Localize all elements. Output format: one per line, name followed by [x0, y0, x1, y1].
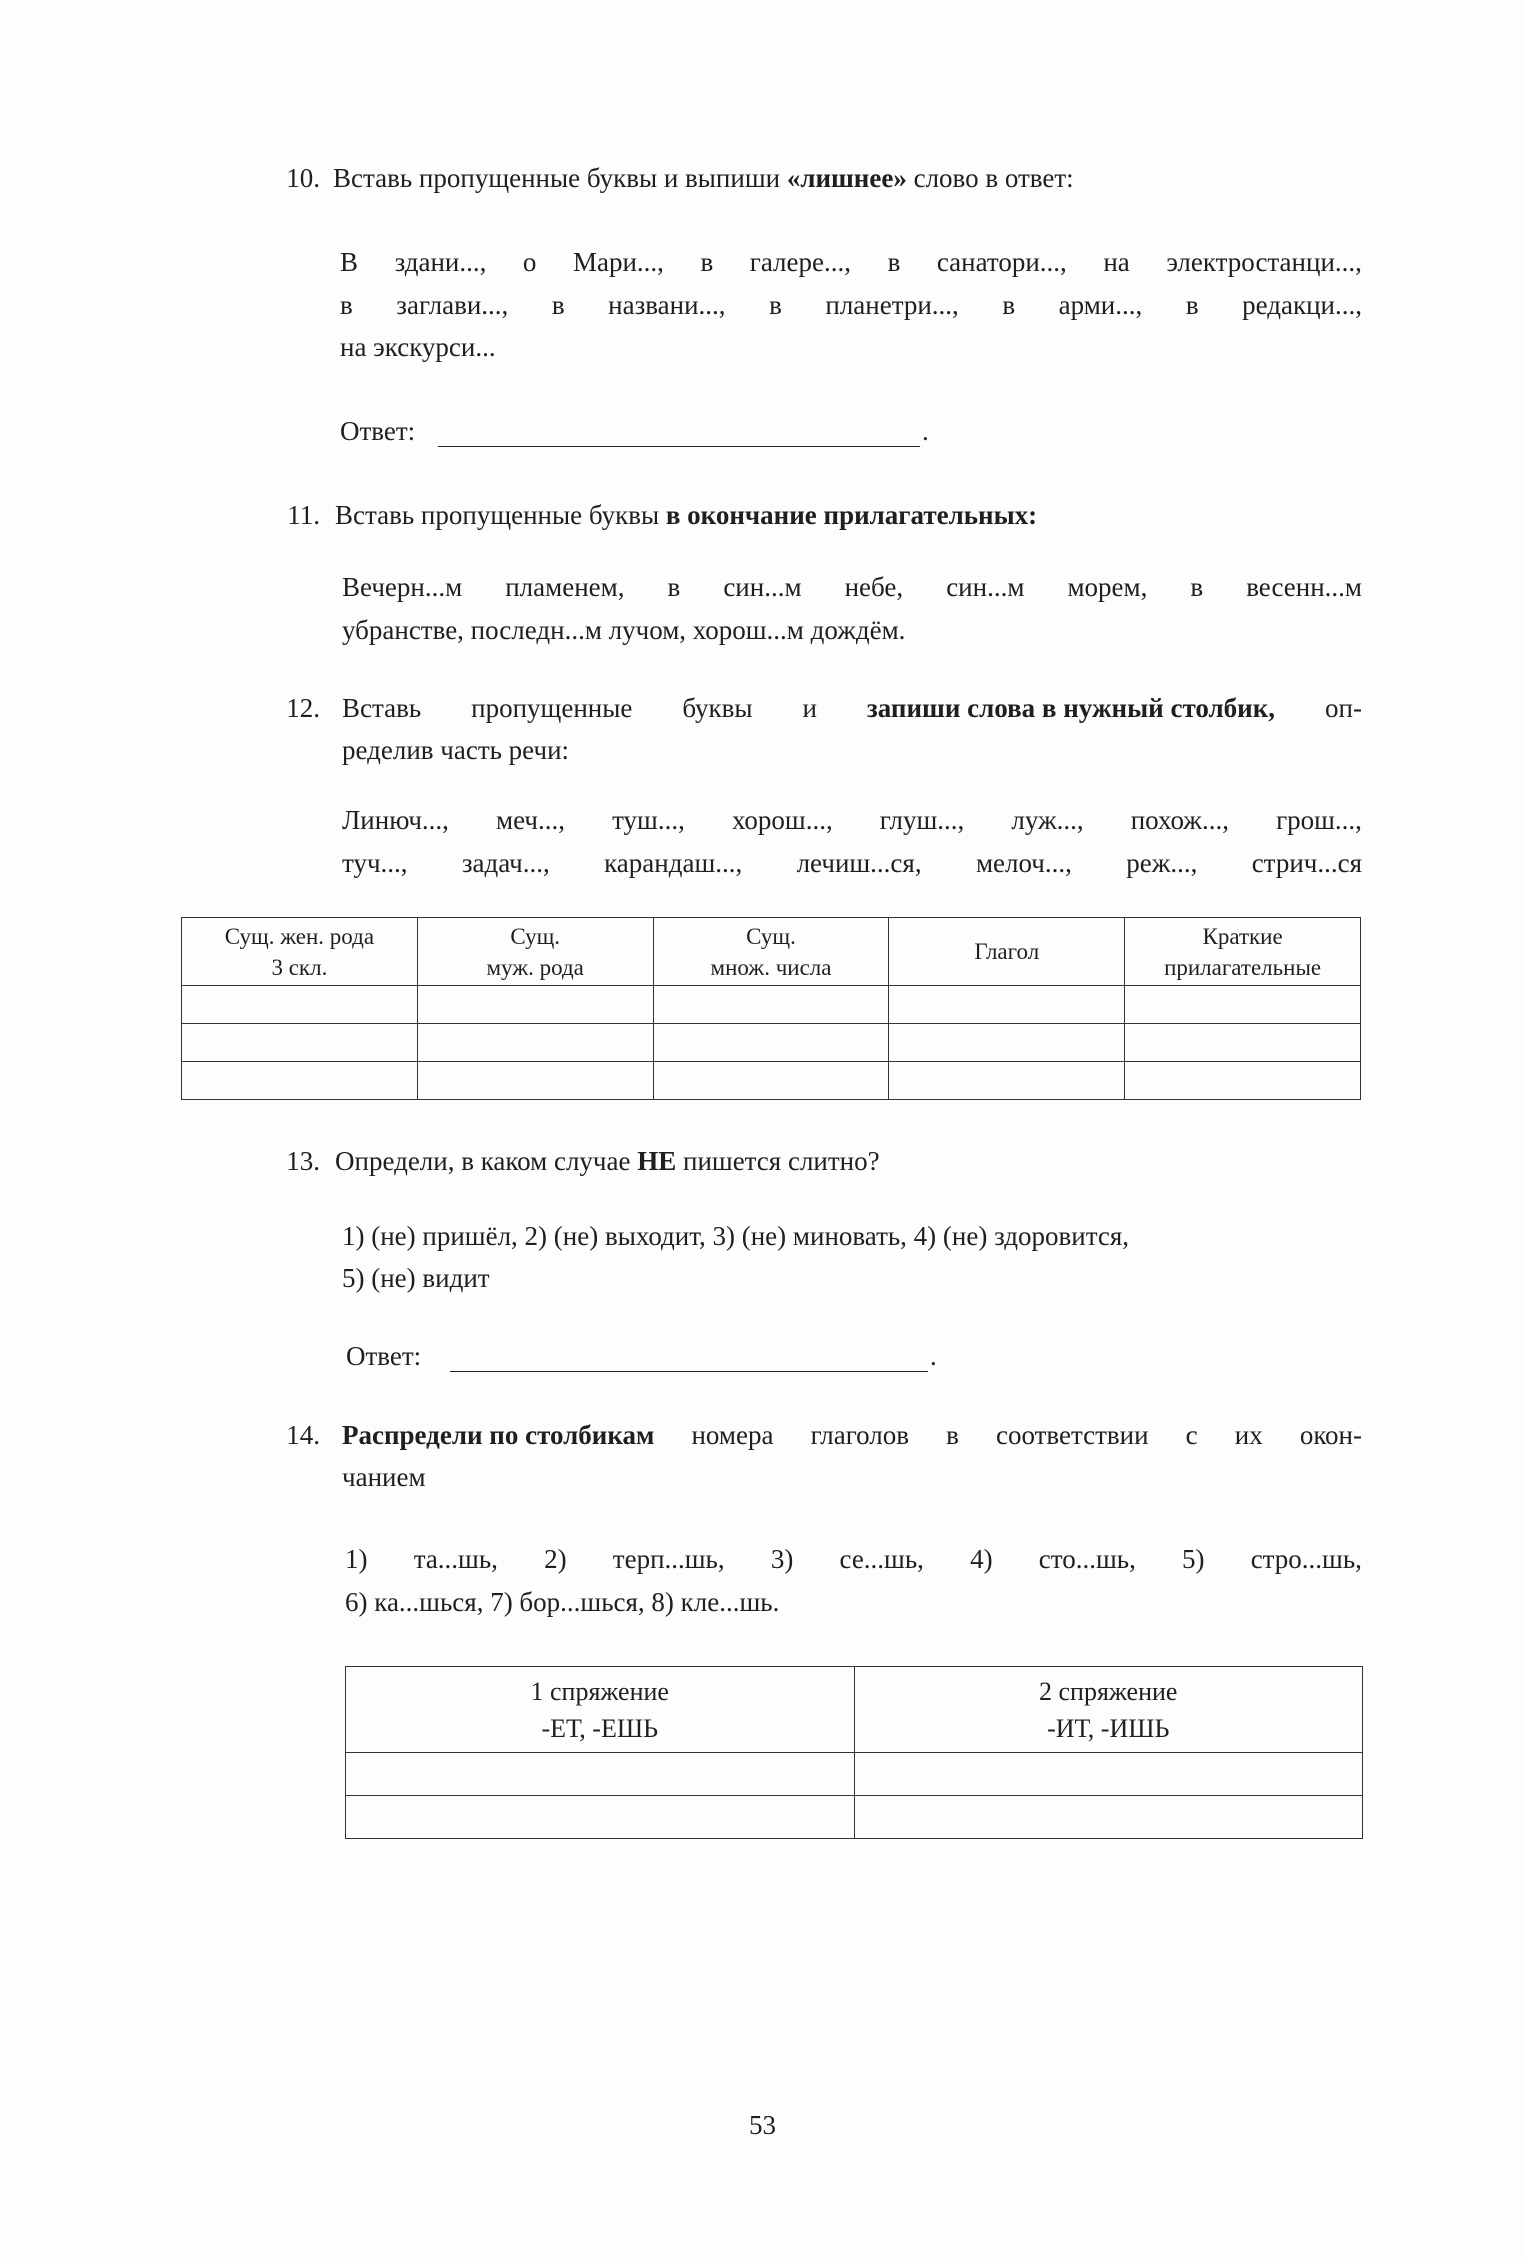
- task-10-words-line-1: [340, 247, 1362, 278]
- word: стро...шь,: [1250, 1544, 1362, 1574]
- task-10-answer-field[interactable]: [438, 444, 920, 447]
- word: терп...шь,: [612, 1544, 725, 1574]
- word: карандаш...,: [604, 848, 743, 878]
- word: Вставь: [342, 693, 422, 723]
- task-13-answer-field[interactable]: [450, 1369, 928, 1372]
- word: в: [1185, 290, 1199, 320]
- word: се...шь,: [839, 1544, 924, 1574]
- table-cell[interactable]: [653, 1024, 889, 1062]
- task-14-table: [345, 1666, 1363, 1839]
- word: в: [700, 247, 714, 277]
- task-13-question-text: Определи, в каком случае: [335, 1146, 638, 1176]
- word: В: [340, 247, 359, 277]
- task-10-question-end: слово в ответ:: [906, 163, 1074, 193]
- task-12-words-line-2: [342, 848, 1362, 879]
- word: галере...,: [749, 247, 852, 277]
- table-cell[interactable]: [346, 1796, 855, 1839]
- task-12-question-line-1: [342, 693, 1362, 724]
- table-cell[interactable]: [1125, 1062, 1361, 1100]
- word: Линюч...,: [342, 805, 449, 835]
- word: соответствии: [995, 1420, 1149, 1450]
- table-cell[interactable]: [417, 1024, 653, 1062]
- word: задач...,: [461, 848, 550, 878]
- task-13-options-line-1: 1) (не) пришёл, 2) (не) выходит, 3) (не) миновать, 4) (не) здоровится,: [342, 1221, 1129, 1251]
- task-13-question-bold: НЕ: [637, 1146, 677, 1176]
- table-cell[interactable]: [182, 1024, 418, 1062]
- task-13-question-end: пишется слитно?: [676, 1146, 880, 1176]
- word: глуш...,: [879, 805, 965, 835]
- table-cell[interactable]: [417, 986, 653, 1024]
- task-10-answer-end: .: [922, 416, 929, 446]
- table-row: [346, 1796, 1363, 1839]
- word: здани...,: [394, 247, 487, 277]
- word: грош...,: [1276, 805, 1362, 835]
- word: меч...,: [496, 805, 566, 835]
- table-cell[interactable]: [854, 1753, 1363, 1796]
- task-11-words-line-1: [342, 572, 1362, 603]
- table-row: [182, 1062, 1361, 1100]
- word: реж...,: [1126, 848, 1198, 878]
- word: глаголов: [810, 1420, 910, 1450]
- word: хорош...,: [731, 805, 833, 835]
- task-12-header-fem-nouns: Сущ. жен. рода 3 скл.: [182, 918, 418, 986]
- task-14-number: 14.: [286, 1420, 320, 1450]
- word: весенн...м: [1246, 572, 1362, 602]
- word: в: [946, 1420, 959, 1450]
- word: редакци...,: [1242, 290, 1362, 320]
- table-row: [346, 1753, 1363, 1796]
- word: стрич...ся: [1251, 848, 1362, 878]
- table-cell[interactable]: [417, 1062, 653, 1100]
- table-cell[interactable]: [889, 986, 1125, 1024]
- word: и: [802, 693, 817, 723]
- task-14-header-conj-1: 1 спряжение -ЕТ, -ЕШЬ: [346, 1667, 855, 1753]
- task-13-options-line-2: 5) (не) видит: [342, 1263, 490, 1293]
- task-11-question-bold: в окончание прилагательных:: [665, 500, 1038, 530]
- word: запиши слова в нужный столбик,: [866, 693, 1276, 723]
- word: в: [769, 290, 782, 320]
- word: 1): [345, 1544, 368, 1574]
- word: заглави...,: [396, 290, 509, 320]
- word: 5): [1182, 1544, 1205, 1574]
- page-number: 53: [749, 2110, 776, 2140]
- table-cell[interactable]: [1125, 1024, 1361, 1062]
- word: их: [1234, 1420, 1263, 1450]
- task-12-header-masc-nouns: Сущ. муж. рода: [417, 918, 653, 986]
- word: в: [551, 290, 565, 320]
- word: названи...,: [608, 290, 726, 320]
- word: пламенем,: [505, 572, 625, 602]
- word: окон-: [1299, 1420, 1362, 1450]
- word: Мари...,: [572, 247, 664, 277]
- word: в: [340, 290, 353, 320]
- word: планетри...,: [825, 290, 959, 320]
- table-cell[interactable]: [182, 1062, 418, 1100]
- word: 3): [770, 1544, 794, 1574]
- task-10-words-line-3: на экскурси...: [340, 332, 496, 362]
- word: похож...,: [1130, 805, 1229, 835]
- table-row: [182, 986, 1361, 1024]
- task-14-table-header-row: [346, 1667, 1363, 1753]
- word: морем,: [1067, 572, 1148, 602]
- task-14-question-line-1: [342, 1420, 1362, 1451]
- word: на: [1103, 247, 1130, 277]
- word: о: [522, 247, 537, 277]
- task-10-question: [333, 163, 1074, 194]
- word: син...м: [946, 572, 1025, 602]
- task-14-verbs-line-2: 6) ка...шься, 7) бор...шься, 8) кле...шь.: [345, 1587, 780, 1617]
- word: 2): [544, 1544, 567, 1574]
- task-12-table-header-row: [182, 918, 1361, 986]
- word: электростанци...,: [1166, 247, 1362, 277]
- task-12-question-line-2: ределив часть речи:: [342, 735, 570, 765]
- word: 4): [970, 1544, 993, 1574]
- word: оп-: [1325, 693, 1362, 723]
- task-14-question-line-2: чанием: [342, 1462, 426, 1492]
- task-12-number: 12.: [286, 693, 320, 723]
- word: номера: [691, 1420, 774, 1450]
- task-13-question: [335, 1146, 880, 1177]
- word: буквы: [682, 693, 753, 723]
- table-cell[interactable]: [854, 1796, 1363, 1839]
- task-10-question-bold: «лишнее»: [786, 163, 907, 193]
- task-11-words-line-2: убранстве, последн...м лучом, хорош...м дождём.: [342, 615, 906, 645]
- word: небе,: [844, 572, 904, 602]
- word: в: [667, 572, 681, 602]
- word: син...м: [723, 572, 802, 602]
- word: в: [1002, 290, 1016, 320]
- task-11-question: [335, 500, 1037, 531]
- word: в: [887, 247, 901, 277]
- task-12-header-short-adjectives: Краткие прилагательные: [1125, 918, 1361, 986]
- table-cell[interactable]: [889, 1024, 1125, 1062]
- word: арми...,: [1058, 290, 1143, 320]
- task-12-header-plural-nouns: Сущ. множ. числа: [653, 918, 889, 986]
- word: санатори...,: [936, 247, 1067, 277]
- word: в: [1190, 572, 1204, 602]
- table-cell[interactable]: [346, 1753, 855, 1796]
- word: мелоч...,: [975, 848, 1072, 878]
- table-cell[interactable]: [653, 1062, 889, 1100]
- task-12-header-verbs: Глагол: [889, 918, 1125, 986]
- task-12-table: [181, 917, 1361, 1100]
- task-12-words-line-1: [342, 805, 1362, 836]
- word: Вечерн...м: [342, 572, 463, 602]
- task-14-verbs-line-1: [345, 1544, 1362, 1575]
- word: с: [1185, 1420, 1198, 1450]
- task-13-number: 13.: [286, 1146, 320, 1176]
- task-10-words-line-2: [340, 290, 1362, 321]
- word: лечиш...ся,: [796, 848, 922, 878]
- word: луж...,: [1011, 805, 1084, 835]
- word: та...шь,: [413, 1544, 498, 1574]
- word: туш...,: [612, 805, 685, 835]
- word: пропущенные: [471, 693, 633, 723]
- table-cell[interactable]: [889, 1062, 1125, 1100]
- task-10-answer-label: Ответ:: [340, 416, 416, 446]
- table-cell[interactable]: [182, 986, 418, 1024]
- task-14-header-conj-2: 2 спряжение -ИТ, -ИШЬ: [854, 1667, 1363, 1753]
- word: туч...,: [342, 848, 408, 878]
- task-13-answer-end: .: [930, 1341, 937, 1371]
- task-11-number: 11.: [287, 500, 320, 530]
- table-cell[interactable]: [653, 986, 889, 1024]
- task-13-answer-label: Ответ:: [346, 1341, 422, 1371]
- task-10-question-text: Вставь пропущенные буквы и выпиши: [333, 163, 787, 193]
- word: Распредели по столбикам: [342, 1420, 655, 1450]
- table-row: [182, 1024, 1361, 1062]
- word: сто...шь,: [1038, 1544, 1136, 1574]
- task-10-number: 10.: [286, 163, 320, 193]
- task-11-question-text: Вставь пропущенные буквы: [335, 500, 666, 530]
- table-cell[interactable]: [1125, 986, 1361, 1024]
